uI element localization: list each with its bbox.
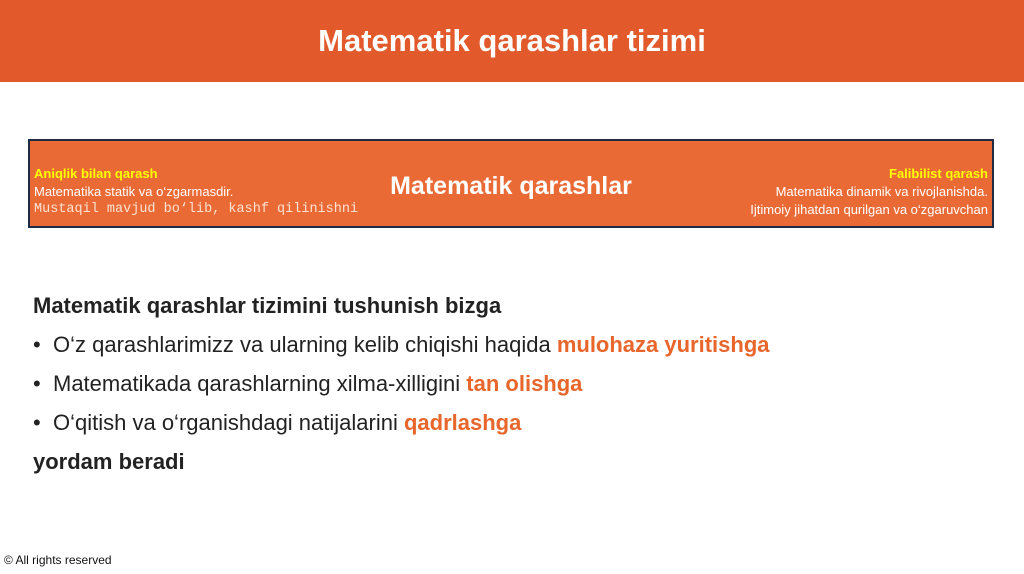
bullet-highlight: qadrlashga: [403, 410, 522, 435]
list-item: [33, 325, 993, 364]
fallibilist-view-line1: Matematika dinamik va rivojlanishda.: [775, 184, 988, 199]
slide-body: [33, 286, 993, 481]
bullet-icon: •: [33, 371, 41, 396]
slide-header: [0, 0, 1024, 82]
banner-center-title: Matematik qarashlar: [390, 172, 632, 200]
certainty-view-heading: Aniqlik bilan qarash: [34, 166, 158, 181]
bullet-highlight: tan olishga: [466, 371, 583, 396]
copyright-footer: © All rights reserved: [4, 553, 112, 567]
fallibilist-view-panel: [628, 165, 988, 219]
bullet-icon: •: [33, 410, 41, 435]
intro-text: Matematik qarashlar tizimini tushunish bizga: [33, 293, 502, 318]
outro-text: yordam beradi: [33, 449, 185, 474]
bullet-text: O‘qitish va o‘rganishdagi natijalarini: [53, 410, 404, 435]
fallibilist-view-heading: Falibilist qarash: [889, 166, 988, 181]
list-item: [33, 364, 993, 403]
list-item: [33, 403, 993, 442]
bullet-text: O‘z qarashlarimizz va ularning kelib chiqishi haqida: [53, 332, 557, 357]
slide-title: Matematik qarashlar tizimi: [318, 23, 706, 58]
certainty-view-line2: Mustaqil mavjud bo‘lib, kashf qilinishni: [34, 202, 359, 217]
certainty-view-line1: Matematika statik va o‘zgarmasdir.: [34, 184, 234, 199]
bullet-text: Matematikada qarashlarning xilma-xilligini: [53, 371, 467, 396]
views-banner: [28, 139, 994, 228]
bullet-list: [33, 325, 993, 442]
bullet-highlight: mulohaza yuritishga: [556, 332, 770, 357]
fallibilist-view-line2: Ijtimoiy jihatdan qurilgan va o‘zgaruvchan: [750, 202, 988, 217]
bullet-icon: •: [33, 332, 41, 357]
